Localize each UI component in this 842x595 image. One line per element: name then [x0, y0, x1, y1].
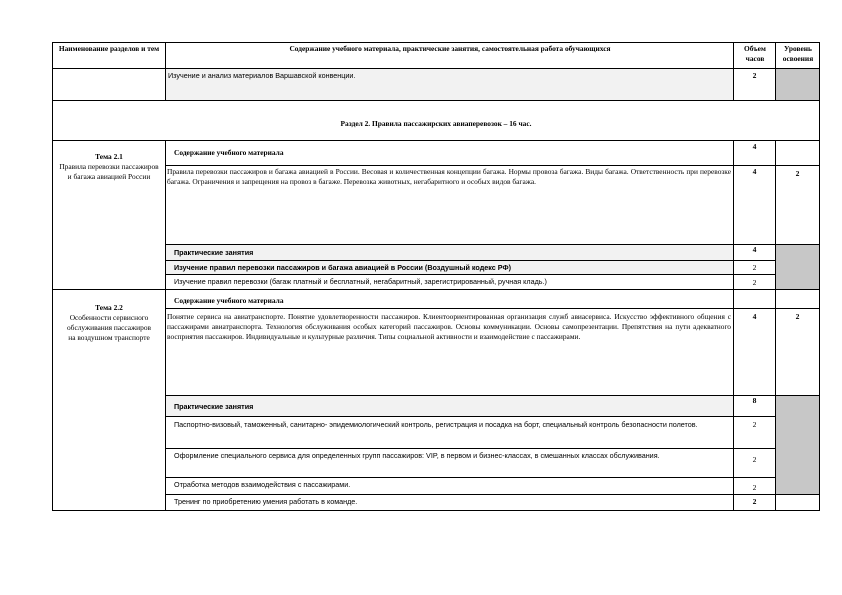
- topic-2-2-practice-item-4: Тренинг по приобретению умения работать в команде.: [174, 497, 358, 506]
- topic-2-1-name: Правила перевозки пассажиров и багажа авиацией России: [59, 162, 159, 182]
- intro-row-text: Изучение и анализ материалов Варшавской конвенции.: [168, 71, 356, 80]
- topic-2-1-practice-level-cell: [775, 244, 820, 290]
- topic-2-2-text: Понятие сервиса на авиатранспорте. Понятие удовлетворенности пассажиров. Клиентоориентированная организация служб авиасервиса. Искусство эффективного общения с пассажирами авиатранспорта. Технология обслуживания особых категорий пассажиров. Основы коммуникации. Основы самопрезентации. Препятствия на пути адекватного восприятия пассажиров. Индивидуальные и культурные различия. Типы социальной активности и взаимодействие с пассажирами.: [167, 312, 731, 342]
- topic-2-2-level-cell: [775, 308, 820, 396]
- header-content-label: Содержание учебного материала, практические занятия, самостоятельная работа обучающихся: [289, 44, 611, 53]
- topic-2-1-level: 2: [795, 169, 800, 178]
- topic-2-2-name: Особенности сервисного обслуживания пассажиров на воздушном транспорте: [66, 313, 152, 343]
- topic-2-1-practice-item-1-hours: 2: [752, 263, 757, 272]
- topic-2-1-title: Тема 2.1: [95, 152, 123, 161]
- topic-2-1-text-hours-cell: [733, 165, 776, 245]
- topic-2-1-practice-item-1: Изучение правил перевозки пассажиров и багажа авиацией в России (Воздушный кодекс РФ): [174, 263, 511, 272]
- topic-2-1-text: Правила перевозки пассажиров и багажа авиацией в России. Весовая и количественная концепции багажа. Нормы провоза багажа. Виды багажа. Ответственность при перевозке багажа. Ограничения и запрещения на провоз в багаже. Перевозка животных, негабаритного и особых видов багажа.: [167, 167, 731, 187]
- topic-2-2-content-header: Содержание учебного материала: [174, 296, 284, 305]
- topic-2-2-last-level-cell: [775, 494, 820, 511]
- header-hours-label: Объем часов: [744, 44, 766, 64]
- header-topics-label: Наименование разделов и тем: [58, 44, 160, 53]
- topic-2-2-title: Тема 2.2: [95, 303, 123, 312]
- intro-row-topic-cell: [52, 68, 166, 101]
- topic-2-2-practice-item-2-hours: 2: [752, 455, 757, 464]
- topic-2-1-content-hours: 4: [752, 142, 757, 151]
- intro-row-hours: 2: [752, 71, 757, 80]
- topic-2-1-practice-item-2-hours: 2: [752, 278, 757, 287]
- topic-2-2-practice-item-4-hours: 2: [752, 497, 757, 506]
- topic-2-1-content-header: Содержание учебного материала: [174, 148, 284, 157]
- topic-2-2-practice-header: Практические занятия: [174, 402, 254, 411]
- intro-row-level-cell: [775, 68, 820, 101]
- section-title: Раздел 2. Правила пассажирских авиаперевозок – 16 час.: [340, 119, 532, 128]
- topic-2-2-practice-item-1-hours: 2: [752, 420, 757, 429]
- topic-2-2-content-level-cell: [775, 289, 820, 309]
- topic-2-1-content-level-cell: [775, 140, 820, 166]
- topic-2-1-practice-header: Практические занятия: [174, 248, 254, 257]
- topic-2-2-practice-item-3-hours: 2: [752, 483, 757, 492]
- header-level-label: Уровень освоения: [782, 44, 814, 64]
- topic-2-1-practice-hours: 4: [752, 245, 757, 254]
- topic-2-2-text-hours: 4: [752, 312, 757, 321]
- topic-2-2-level: 2: [795, 312, 800, 321]
- topic-2-2-content-hours-cell: [733, 289, 776, 309]
- topic-2-2-practice-level-cell: [775, 395, 820, 495]
- topic-2-2-practice-item-2: Оформление специального сервиса для определенных групп пассажиров: VIP, в первом и бизнес-классах, в смешанных классах обслуживания.: [174, 451, 660, 460]
- topic-2-1-text-hours: 4: [752, 167, 757, 176]
- topic-2-2-text-hours-cell: [733, 308, 776, 396]
- topic-2-2-practice-hours: 8: [752, 396, 757, 405]
- topic-2-1-practice-item-2: Изучение правил перевозки (багаж платный и бесплатный, негабаритный, зарегистрированный, ручная кладь.): [174, 277, 547, 286]
- topic-2-2-practice-item-1: Паспортно-визовый, таможенный, санитарно- эпидемиологический контроль, регистрация и посадка на борт, специальный контроль безопасности полетов.: [174, 420, 698, 429]
- topic-2-2-practice-item-3: Отработка методов взаимодействия с пассажирами.: [174, 480, 351, 489]
